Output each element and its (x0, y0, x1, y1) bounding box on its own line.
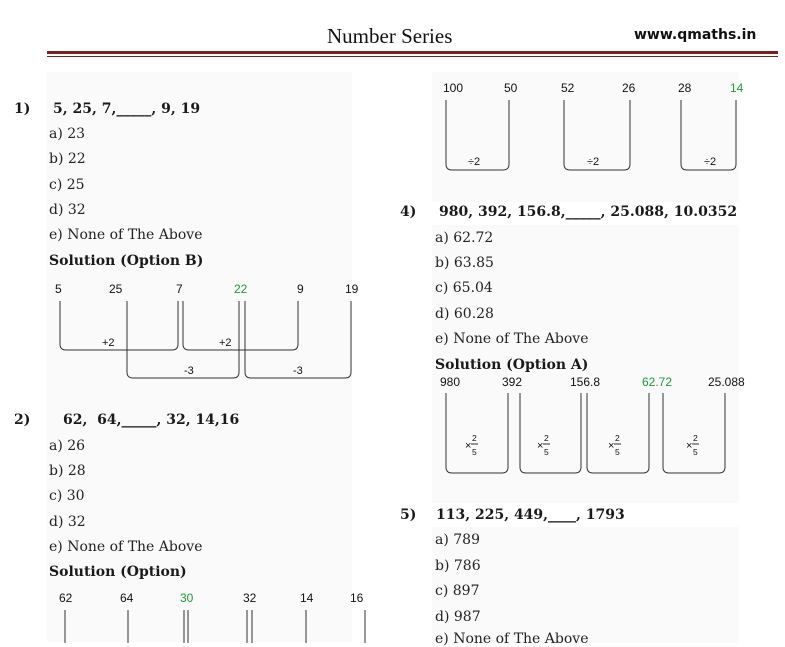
option-a: a) 26 (49, 438, 86, 454)
option-b: b) 786 (435, 558, 481, 574)
series-number-answer: 22 (234, 282, 248, 296)
q4-solution-diagram (432, 372, 752, 482)
series-number: 980 (440, 375, 461, 389)
q1-solution-diagram (47, 278, 367, 388)
fraction-operation (686, 433, 699, 457)
series-number: 52 (561, 81, 575, 95)
svg-text:×: × (686, 440, 693, 452)
svg-text:×: × (465, 440, 472, 452)
series-number: 25 (109, 282, 123, 296)
series-number: 25.088 (708, 375, 745, 389)
svg-text:5: 5 (472, 447, 477, 457)
svg-text:2: 2 (693, 433, 698, 443)
page-title: Number Series (327, 24, 453, 48)
operation-label: +2 (219, 337, 232, 349)
question-text: 5, 25, 7,_____, 9, 19 (53, 101, 201, 117)
series-number: 16 (350, 591, 364, 605)
q2-solution-diagram (47, 588, 377, 643)
svg-text:2: 2 (472, 433, 477, 443)
operation-label: ÷2 (468, 156, 481, 168)
header-rule (47, 51, 778, 54)
option-b: b) 28 (49, 463, 86, 479)
solution-label: Solution (Option A) (435, 357, 589, 373)
option-a: a) 62.72 (435, 230, 494, 246)
series-number: 32 (243, 591, 257, 605)
svg-text:5: 5 (544, 447, 549, 457)
bracket (183, 301, 298, 350)
fraction-operation (537, 433, 550, 457)
series-number: 5 (55, 282, 62, 296)
solution-label: Solution (Option B) (49, 253, 204, 269)
site-url[interactable]: www.qmaths.in (634, 27, 757, 43)
option-b: b) 63.85 (435, 255, 494, 271)
option-c: c) 897 (435, 583, 480, 599)
header-rule-thin (47, 56, 778, 57)
series-number: 26 (622, 81, 636, 95)
operation-label: ÷2 (587, 156, 600, 168)
question-text: 980, 392, 156.8,_____, 25.088, 10.0352 (439, 204, 738, 220)
option-c: c) 30 (49, 488, 85, 504)
option-e: e) None of The Above (435, 331, 589, 347)
svg-text:5: 5 (693, 447, 698, 457)
series-number: 14 (300, 591, 314, 605)
series-number: 19 (345, 282, 359, 296)
series-number: 50 (504, 81, 518, 95)
svg-text:2: 2 (615, 433, 620, 443)
bracket (60, 301, 178, 350)
operation-label: -3 (184, 365, 194, 377)
solution-label: Solution (Option) (49, 564, 187, 580)
option-e: e) None of The Above (49, 227, 203, 243)
series-number: 64 (120, 591, 134, 605)
option-e: e) None of The Above (49, 539, 203, 555)
question-number: 2) (14, 412, 31, 428)
question-number: 1) (14, 101, 31, 117)
series-number: 9 (297, 282, 304, 296)
series-number-answer: 14 (730, 81, 744, 95)
option-e: e) None of The Above (435, 631, 589, 647)
option-a: a) 789 (435, 532, 480, 548)
option-d: d) 32 (49, 514, 86, 530)
series-number: 28 (678, 81, 692, 95)
series-number-answer: 30 (180, 591, 194, 605)
option-b: b) 22 (49, 151, 86, 167)
operation-label: ÷2 (704, 156, 717, 168)
option-d: d) 60.28 (435, 306, 494, 322)
operation-label: +2 (102, 337, 115, 349)
svg-text:×: × (608, 440, 615, 452)
q3-solution-diagram (432, 76, 752, 176)
option-d: d) 987 (435, 609, 481, 625)
series-number: 100 (443, 81, 464, 95)
option-c: c) 25 (49, 177, 85, 193)
series-number: 156.8 (570, 375, 601, 389)
fraction-operation (608, 433, 621, 457)
series-number: 62 (59, 591, 73, 605)
svg-text:5: 5 (615, 447, 620, 457)
svg-text:×: × (537, 440, 544, 452)
question-number: 4) (400, 204, 417, 220)
option-a: a) 23 (49, 126, 86, 142)
series-number-answer: 62.72 (642, 375, 673, 389)
svg-text:2: 2 (544, 433, 549, 443)
operation-label: -3 (293, 365, 303, 377)
question-text: 62, 64,_____, 32, 14,16 (63, 412, 240, 428)
series-number: 392 (502, 375, 523, 389)
fraction-operation (465, 433, 478, 457)
question-text: 113, 225, 449,____, 1793 (436, 507, 625, 523)
option-c: c) 65.04 (435, 280, 493, 296)
series-number: 7 (176, 282, 183, 296)
option-d: d) 32 (49, 202, 86, 218)
question-number: 5) (400, 507, 417, 523)
